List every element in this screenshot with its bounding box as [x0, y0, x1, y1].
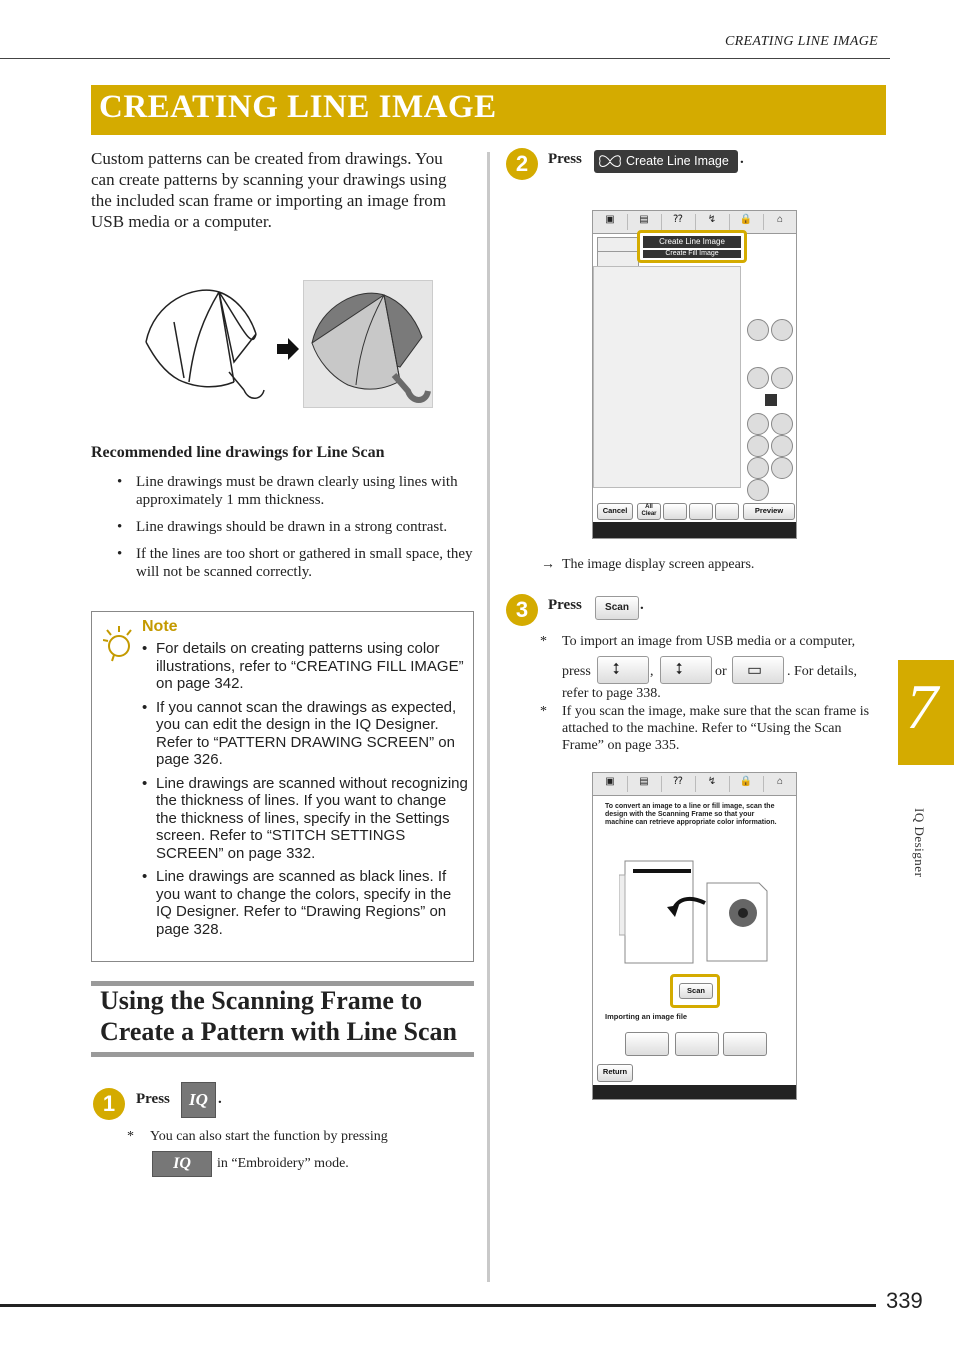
- usb-import-button[interactable]: [597, 656, 649, 684]
- highlight-frame: [637, 230, 747, 263]
- page-title: CREATING LINE IMAGE: [99, 89, 497, 125]
- eraser-icon[interactable]: [747, 413, 769, 435]
- line-drawing-umbrella-image: [134, 272, 270, 412]
- or-text: or: [715, 664, 727, 679]
- step-1-badge: 1: [93, 1088, 125, 1120]
- lock-icon[interactable]: 🔒: [729, 776, 764, 792]
- arrow-right-icon: [275, 336, 301, 362]
- recommended-heading: Recommended line drawings for Line Scan: [91, 444, 385, 461]
- usb-mouse-icon: ⭥: [675, 662, 684, 678]
- scan-frame-illustration: [619, 855, 769, 965]
- step-2-period: .: [740, 151, 744, 167]
- chapter-banner: [91, 85, 886, 135]
- step-2-badge: 2: [506, 148, 538, 180]
- note-label: Note: [142, 618, 178, 635]
- list-item: • If the lines are too short or gathered in small space, they will not be scanned correctly.: [117, 545, 477, 581]
- fill-tool-icon[interactable]: [747, 367, 769, 389]
- step-3-press: Press: [548, 597, 582, 613]
- lock-icon[interactable]: 🔒: [729, 214, 764, 230]
- screen-footer-bar: [593, 522, 796, 538]
- scan-screen: [592, 772, 797, 1100]
- page-number: 339: [886, 1288, 923, 1313]
- step-3-note-1b: . For details,: [787, 664, 857, 679]
- screen-footer-bar: [593, 1085, 796, 1099]
- create-fill-image-mini[interactable]: Create Fill Image: [643, 250, 741, 258]
- screen-toolbar: [593, 773, 796, 796]
- all-clear-button[interactable]: All Clear: [637, 503, 661, 520]
- column-divider: [487, 152, 490, 1282]
- note-list: [142, 640, 470, 944]
- step-1-note-tail: in “Embroidery” mode.: [217, 1156, 349, 1171]
- step-1-note: You can also start the function by pressing: [150, 1129, 388, 1144]
- usb-mini-button[interactable]: [625, 1032, 669, 1056]
- scissors-icon[interactable]: [771, 435, 793, 457]
- lightbulb-icon: [103, 624, 133, 662]
- step-1-press: Press: [136, 1091, 170, 1107]
- computer-mini-button[interactable]: [723, 1032, 767, 1056]
- highlight-frame: [670, 974, 720, 1008]
- result-arrow: →: [541, 557, 555, 572]
- list-item: • For details on creating patterns using color illustrations, refer to “CREATING FILL IMAGE” on page 342.: [142, 640, 470, 693]
- stamp-icon[interactable]: [771, 413, 793, 435]
- step-3-note-1a: To import an image from USB media or a computer,: [562, 634, 856, 649]
- header-rule: [0, 58, 890, 59]
- step-3-note-2: If you scan the image, make sure that the scan frame is attached to the machine. Refer to “Using the Scan Frame” on page 335.: [562, 704, 870, 753]
- camera-icon[interactable]: ▣: [593, 776, 628, 792]
- list-item: • If you cannot scan the drawings as expected, you can edit the design in the IQ Designer. Refer to “PATTERN DRAWING SCREEN” on page 326.: [142, 699, 470, 769]
- computer-icon: ▭: [747, 662, 763, 679]
- step-3-badge: 3: [506, 594, 538, 626]
- needle-icon[interactable]: ↯: [695, 776, 730, 792]
- iq-embroidery-button[interactable]: IQ: [152, 1151, 212, 1177]
- select-icon[interactable]: [747, 435, 769, 457]
- footer-rule: [0, 1304, 876, 1307]
- pen-tool-icon[interactable]: [747, 319, 769, 341]
- recommended-list: [117, 473, 477, 590]
- section-heading: Using the Scanning Frame to Create a Pattern with Line Scan: [100, 986, 457, 1046]
- camera-icon[interactable]: ▣: [593, 214, 628, 230]
- note-star: *: [540, 704, 547, 719]
- filled-umbrella-image: [303, 280, 433, 408]
- step-3-note-1c: refer to page 338.: [562, 686, 661, 701]
- chapter-number: 7: [906, 671, 938, 742]
- preview-button[interactable]: Preview: [743, 503, 795, 520]
- usb-icon: ⭥: [612, 662, 621, 678]
- chapter-tab: [898, 660, 954, 765]
- list-item: • Line drawings should be drawn in a strong contrast.: [117, 518, 477, 536]
- help-icon[interactable]: ⁇: [661, 776, 696, 792]
- move-icon[interactable]: [747, 479, 769, 501]
- step-2-press: Press: [548, 151, 582, 167]
- list-item: • Line drawings are scanned as black lines. If you want to change the colors, specify in the IQ Designer. Refer to “Drawing Regions” on page 328.: [142, 868, 470, 938]
- create-line-image-label: Create Line Image: [626, 154, 729, 168]
- note-star: *: [127, 1129, 134, 1144]
- computer-import-button[interactable]: [732, 656, 784, 684]
- list-item: • Line drawings must be drawn clearly using lines with approximately 1 mm thickness.: [117, 473, 477, 509]
- butterfly-icon: [598, 153, 622, 170]
- home-icon[interactable]: ⌂: [776, 776, 784, 787]
- step-3-note-press: press: [562, 664, 591, 679]
- running-header: CREATING LINE IMAGE: [725, 34, 878, 49]
- create-line-image-mini[interactable]: Create Line Image: [643, 236, 741, 248]
- chapter-side-label: [903, 790, 933, 940]
- redo-button[interactable]: [689, 503, 713, 520]
- intro-paragraph: Custom patterns can be created from drawings. You can create patterns by scanning your drawings using the included scan frame or importing an image from USB media or a computer.: [91, 149, 447, 231]
- importing-label: Importing an image file: [605, 1012, 688, 1021]
- step-2-result: The image display screen appears.: [562, 557, 755, 572]
- page-icon[interactable]: ▤: [627, 776, 662, 792]
- comma: ,: [650, 664, 654, 679]
- cancel-button[interactable]: Cancel: [597, 503, 633, 520]
- drawing-canvas[interactable]: [593, 266, 741, 488]
- fill-type-icon[interactable]: [771, 367, 793, 389]
- usb-mouse-mini-button[interactable]: [675, 1032, 719, 1056]
- return-button[interactable]: Return: [597, 1064, 633, 1082]
- scan-instruction: To convert an image to a line or fill image, scan the design with the Scanning Frame so that your machine can retrieve appropriate color information.: [605, 803, 777, 826]
- note-star: *: [540, 634, 547, 649]
- scan-mini-button[interactable]: Scan: [679, 983, 713, 999]
- step-3-period: .: [640, 597, 644, 613]
- pattern-drawing-screen: [592, 210, 797, 539]
- color-swatch[interactable]: [765, 394, 777, 406]
- rotate-icon[interactable]: [771, 457, 793, 479]
- chapter-label: IQ Designer: [912, 808, 927, 878]
- usb-mouse-import-button[interactable]: [660, 656, 712, 684]
- scan-button[interactable]: Scan: [595, 596, 639, 620]
- home-icon[interactable]: ⌂: [776, 214, 784, 225]
- step-1-period: .: [218, 1091, 222, 1107]
- memory-button[interactable]: [715, 503, 739, 520]
- line-type-icon[interactable]: [771, 319, 793, 341]
- size-icon[interactable]: [747, 457, 769, 479]
- page-icon[interactable]: ▤: [627, 214, 662, 230]
- needle-icon[interactable]: ↯: [695, 214, 730, 230]
- undo-button[interactable]: [663, 503, 687, 520]
- iq-button[interactable]: IQ: [181, 1082, 216, 1118]
- list-item: • Line drawings are scanned without recognizing the thickness of lines. If you want to change the thickness of lines, specify in the Settings screen. Refer to “STITCH SETTINGS SCREEN” on page 332.: [142, 775, 470, 863]
- section-rule-bottom: [91, 1052, 474, 1057]
- help-icon[interactable]: ⁇: [661, 214, 696, 230]
- zoom-buttons[interactable]: [597, 251, 639, 267]
